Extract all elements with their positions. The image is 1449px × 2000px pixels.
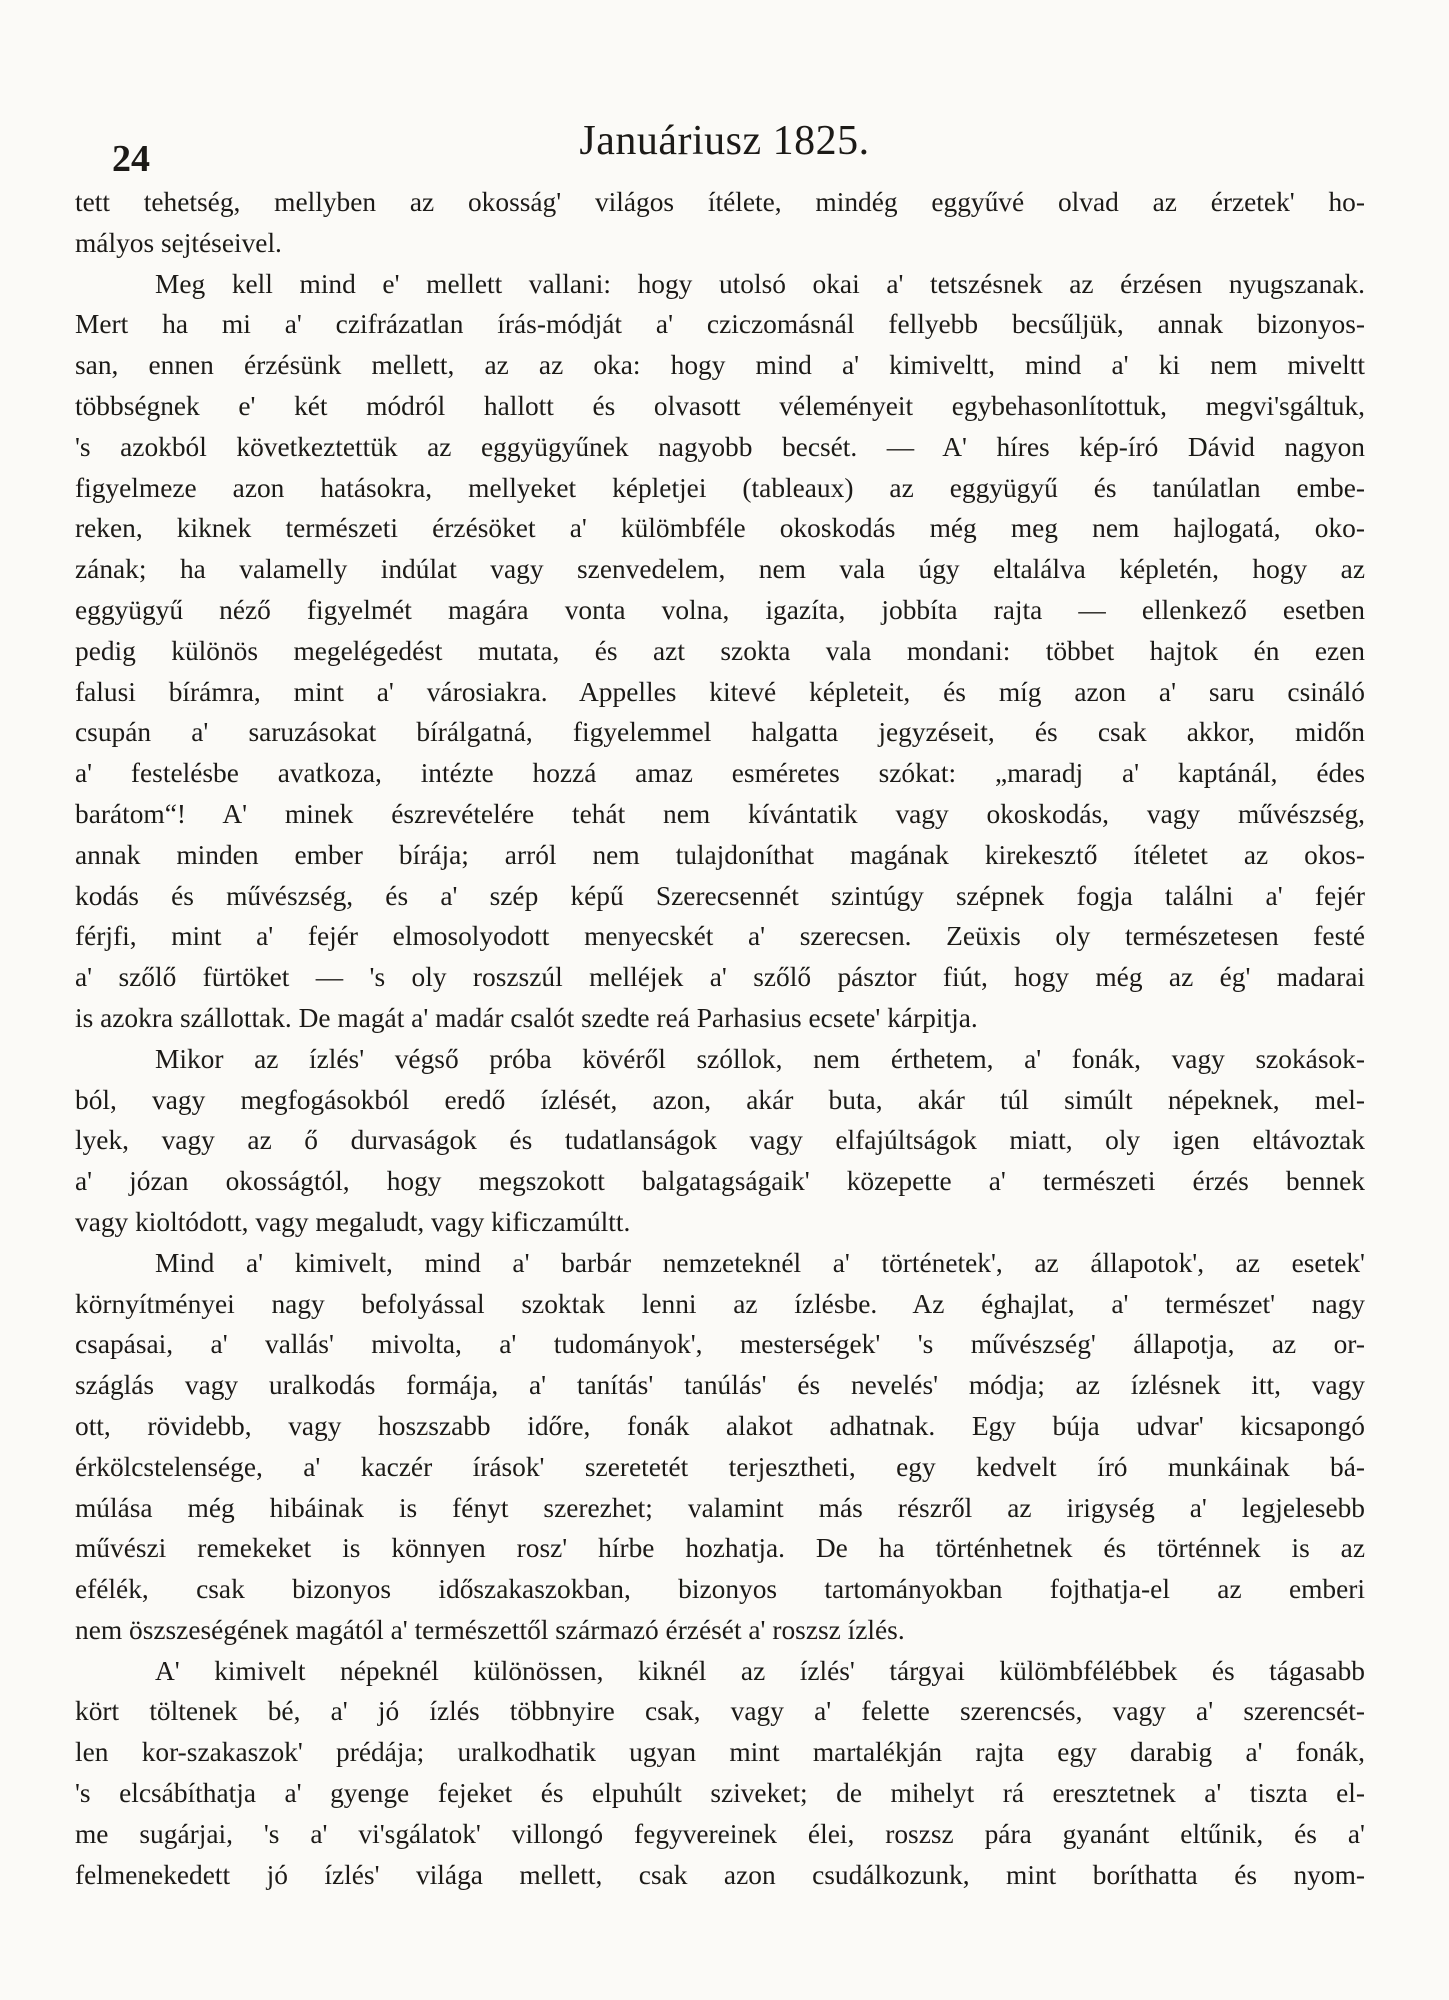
text-line: san, ennen érzésünk mellett, az az oka: hogy mind a' kimiveltt, mind a' ki nem miveltt xyxy=(75,350,1365,381)
text-line: reken, kiknek természeti érzésöket a' külömbféle okoskodás még meg nem hajlogatá, oko- xyxy=(75,513,1365,544)
text-line: is azokra szállottak. De magát a' madár csalót szedte reá Parhasius ecsete' kárpitja. xyxy=(75,1002,978,1033)
text-line: efélék, csak bizonyos időszakaszokban, bizonyos tartományokban fojthatja-el az emberi xyxy=(75,1574,1365,1605)
text-line: művészi remekeket is könnyen rosz' hírbe hozhatja. De ha történhetnek és történnek is az xyxy=(75,1533,1365,1564)
text-line: környítményei nagy befolyással szoktak lenni az ízlésbe. Az éghajlat, a' természet' nagy xyxy=(75,1288,1365,1319)
text-line: múlása még hibáinak is fényt szerezhet; valamint más részről az irigység a' legjelesebb xyxy=(75,1492,1365,1523)
text-line: annak minden ember bírája; arról nem tulajdoníthat magának kirekesztő ítéletet az okos- xyxy=(75,839,1365,870)
text-line: a' szőlő fürtöket — 's oly roszszúl melléjek a' szőlő pásztor fiút, hogy még az ég' madarai xyxy=(75,962,1365,993)
text-line: vagy kioltódott, vagy megaludt, vagy kificzamúltt. xyxy=(75,1206,631,1237)
text-line: 's elcsábíthatja a' gyenge fejeket és elpuhúlt sziveket; de mihelyt rá eresztetnek a' tiszta el- xyxy=(75,1778,1365,1809)
text-line: a' festelésbe avatkoza, intézte hozzá amaz esméretes szókat: „maradj a' kaptánál, édes xyxy=(75,758,1365,789)
text-line: csupán a' saruzásokat bírálgatná, figyelemmel halgatta jegyzéseit, és csak akkor, midőn xyxy=(75,717,1365,748)
text-line: eggyügyű néző figyelmét magára vonta volna, igazíta, jobbíta rajta — ellenkező esetben xyxy=(75,594,1365,625)
paragraph xyxy=(75,1651,1365,1896)
paragraph xyxy=(75,264,1365,1039)
text-line: ott, rövidebb, vagy hoszszabb időre, fonák alakot adhatnak. Egy búja udvar' kicsapongó xyxy=(75,1410,1365,1441)
text-line: kört töltenek bé, a' jó ízlés többnyire csak, vagy a' felette szerencsés, vagy a' szerencsét- xyxy=(75,1696,1365,1727)
text-line: Mikor az ízlés' végső próba kövéről szóllok, nem érthetem, a' fonák, vagy szokások- xyxy=(155,1043,1365,1074)
text-line: pedig különös megelégedést mutata, és azt szokta vala mondani: többet hajtok én ezen xyxy=(75,635,1365,666)
paragraph xyxy=(75,1039,1365,1243)
text-line: barátom“! A' minek észrevételére tehát nem kívántatik vagy okoskodás, vagy művészség, xyxy=(75,798,1365,829)
running-title: Januáriusz 1825. xyxy=(579,118,870,164)
text-line: figyelmeze azon hatásokra, mellyeket képletjei (tableaux) az eggyügyű és tanúlatlan embe- xyxy=(75,472,1365,503)
text-line: zának; ha valamelly indúlat vagy szenvedelem, nem vala úgy eltalálva képletén, hogy az xyxy=(75,554,1365,585)
text-line: érkölcstelensége, a' kaczér írások' szeretetét terjesztheti, egy kedvelt író munkáinak bá- xyxy=(75,1451,1365,1482)
text-line: száglás vagy uralkodás formája, a' tanítás' tanúlás' és nevelés' módja; az ízlésnek itt, vagy xyxy=(75,1370,1365,1401)
text-line: Meg kell mind e' mellett vallani: hogy utolsó okai a' tetszésnek az érzésen nyugszanak. xyxy=(155,268,1365,299)
text-line: A' kimivelt népeknél különössen, kiknél az ízlés' tárgyai külömbfélébbek és tágasabb xyxy=(155,1655,1365,1686)
text-line: férjfi, mint a' fejér elmosolyodott menyecskét a' szerecsen. Zeüxis oly természetesen festé xyxy=(75,921,1365,952)
text-line: Mind a' kimivelt, mind a' barbár nemzeteknél a' történetek', az állapotok', az esetek' xyxy=(155,1247,1365,1278)
text-line: kodás és művészség, és a' szép képű Szerecsennét szintúgy szépnek fogja találni a' fejér xyxy=(75,880,1365,911)
text-line: tett tehetség, mellyben az okosság' világos ítélete, mindég eggyűvé olvad az érzetek' ho- xyxy=(75,187,1365,217)
text-line: lyek, vagy az ő durvaságok és tudatlanságok vagy elfajúltságok miatt, oly igen eltávoztak xyxy=(75,1125,1365,1156)
text-line: mályos sejtéseivel. xyxy=(75,227,282,258)
text-line: me sugárjai, 's a' vi'sgálatok' villongó fegyvereinek élei, roszsz pára gyanánt eltűnik, és a' xyxy=(75,1818,1365,1849)
text-line: többségnek e' két módról hallott és olvasott véleményeit egybehasonlítottuk, megvi'sgáltuk, xyxy=(75,390,1365,421)
paragraph xyxy=(75,182,1365,264)
text-line: 's azokból következtettük az eggyügyűnek nagyobb becsét. — A' híres kép-író Dávid nagyon xyxy=(75,431,1365,462)
text-line: felmenekedett jó ízlés' világa mellett, csak azon csudálkozunk, mint boríthatta és nyom- xyxy=(75,1859,1365,1890)
text-line: len kor-szakaszok' prédája; uralkodhatik ugyan mint martalékján rajta egy darabig a' fonák, xyxy=(75,1737,1365,1768)
text-line: ból, vagy megfogásokból eredő ízlését, azon, akár buta, akár túl simúlt népeknek, mel- xyxy=(75,1084,1365,1115)
paragraph xyxy=(75,1243,1365,1651)
body-text xyxy=(75,182,1365,1895)
page-number: 24 xyxy=(112,138,150,180)
text-line: falusi bírámra, mint a' városiakra. Appelles kitevé képleteit, és míg azon a' saru csináló xyxy=(75,676,1365,707)
text-line: csapásai, a' vallás' mivolta, a' tudományok', mesterségek' 's művészség' állapotja, az or- xyxy=(75,1329,1365,1360)
text-line: Mert ha mi a' czifrázatlan írás-módját a' cziczomásnál fellyebb becsűljük, annak bizonyos- xyxy=(75,309,1365,340)
text-line: a' józan okosságtól, hogy megszokott balgatagságaik' közepette a' természeti érzés bennek xyxy=(75,1166,1365,1197)
text-line: nem öszszeségének magától a' természettől származó érzését a' roszsz ízlés. xyxy=(75,1614,905,1645)
